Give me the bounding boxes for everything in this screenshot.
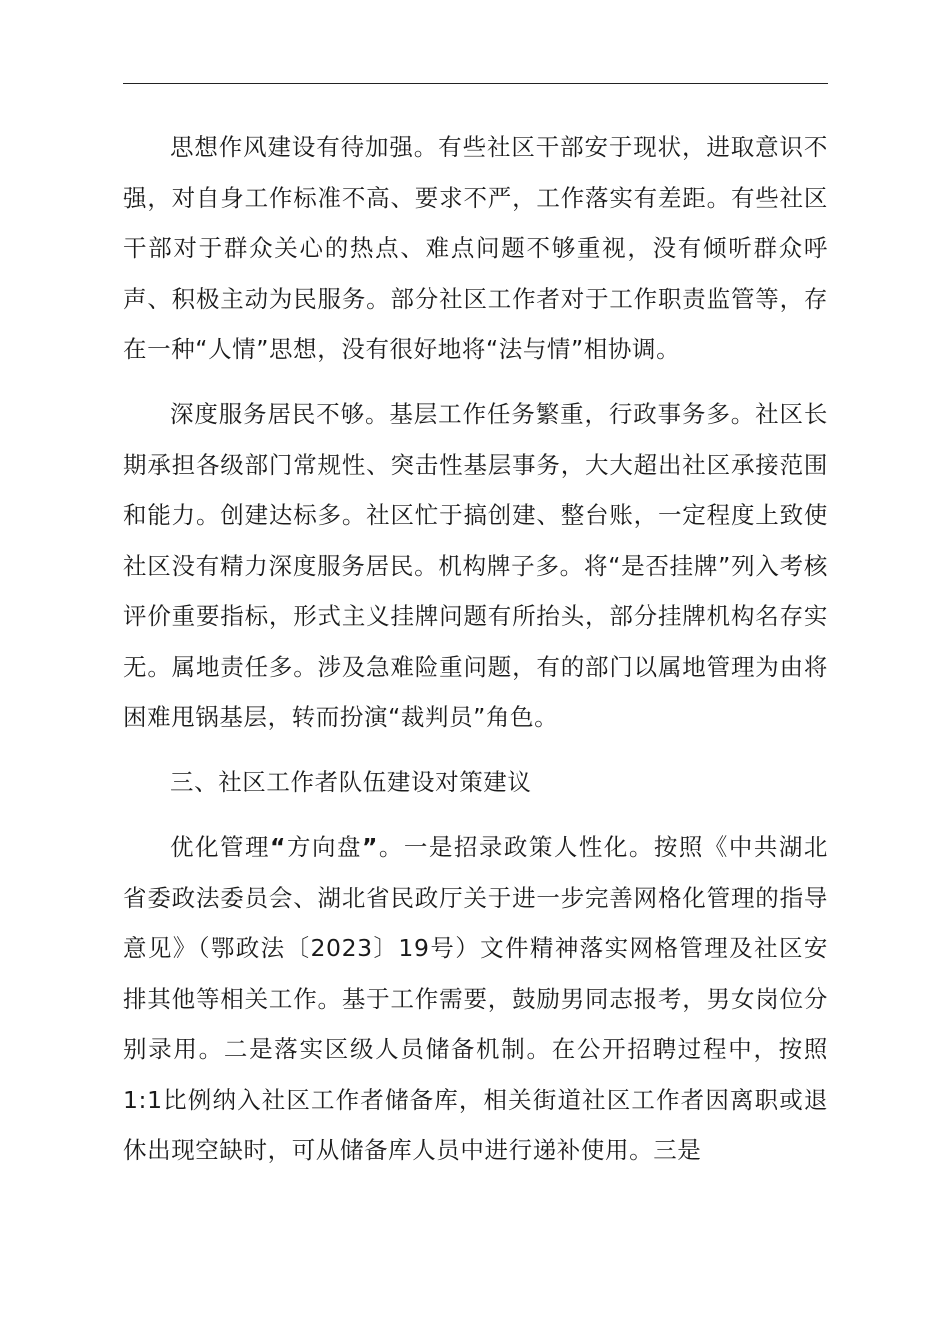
open-quote: “ (270, 833, 287, 861)
paragraph-rest: 。一是招录政策人性化。按照《中共湖北省委政法委员会、湖北省民政厅关于进一步完善网格化管理的指导意见》（鄂政法〔2023〕19号）文件精神落实网格管理及社区安排其他等相关工作。基于工作需要，鼓励男同志报考，男女岗位分别录用。二是落实区级人员储备机制。在公开招聘过程中，按照1:1比例纳入社区工作者储备库，相关街道社区工作者因离职或退休出现空缺时，可从储备库人员中进行递补使用。三是 (123, 833, 828, 1164)
paragraph-lead: 优化管理 (170, 833, 270, 861)
paragraph-resident-service: 深度服务居民不够。基层工作任务繁重，行政事务多。社区长期承担各级部门常规性、突击性基层事务，大大超出社区承接范围和能力。创建达标多。社区忙于搞创建、整台账，一定程度上致使社区没有精力深度服务居民。机构牌子多。将“是否挂牌”列入考核评价重要指标，形式主义挂牌问题有所抬头，部分挂牌机构名存实无。属地责任多。涉及急难险重问题，有的部门以属地管理为由将困难甩锅基层，转而扮演“裁判员”角色。 (123, 400, 828, 731)
close-quote: ” (361, 833, 378, 861)
header-rule (123, 83, 828, 84)
section-heading-3: 三、社区工作者队伍建设对策建议 (170, 768, 532, 796)
paragraph-management (123, 822, 828, 1176)
document-body (123, 122, 828, 1176)
key-term: 方向盘 (286, 833, 362, 861)
paragraph-work-style: 思想作风建设有待加强。有些社区干部安于现状，进取意识不强，对自身工作标准不高、要求不严，工作落实有差距。有些社区干部对于群众关心的热点、难点问题不够重视，没有倾听群众呼声、积极主动为民服务。部分社区工作者对于工作职责监管等，存在一种“人情”思想，没有很好地将“法与情”相协调。 (123, 133, 828, 363)
